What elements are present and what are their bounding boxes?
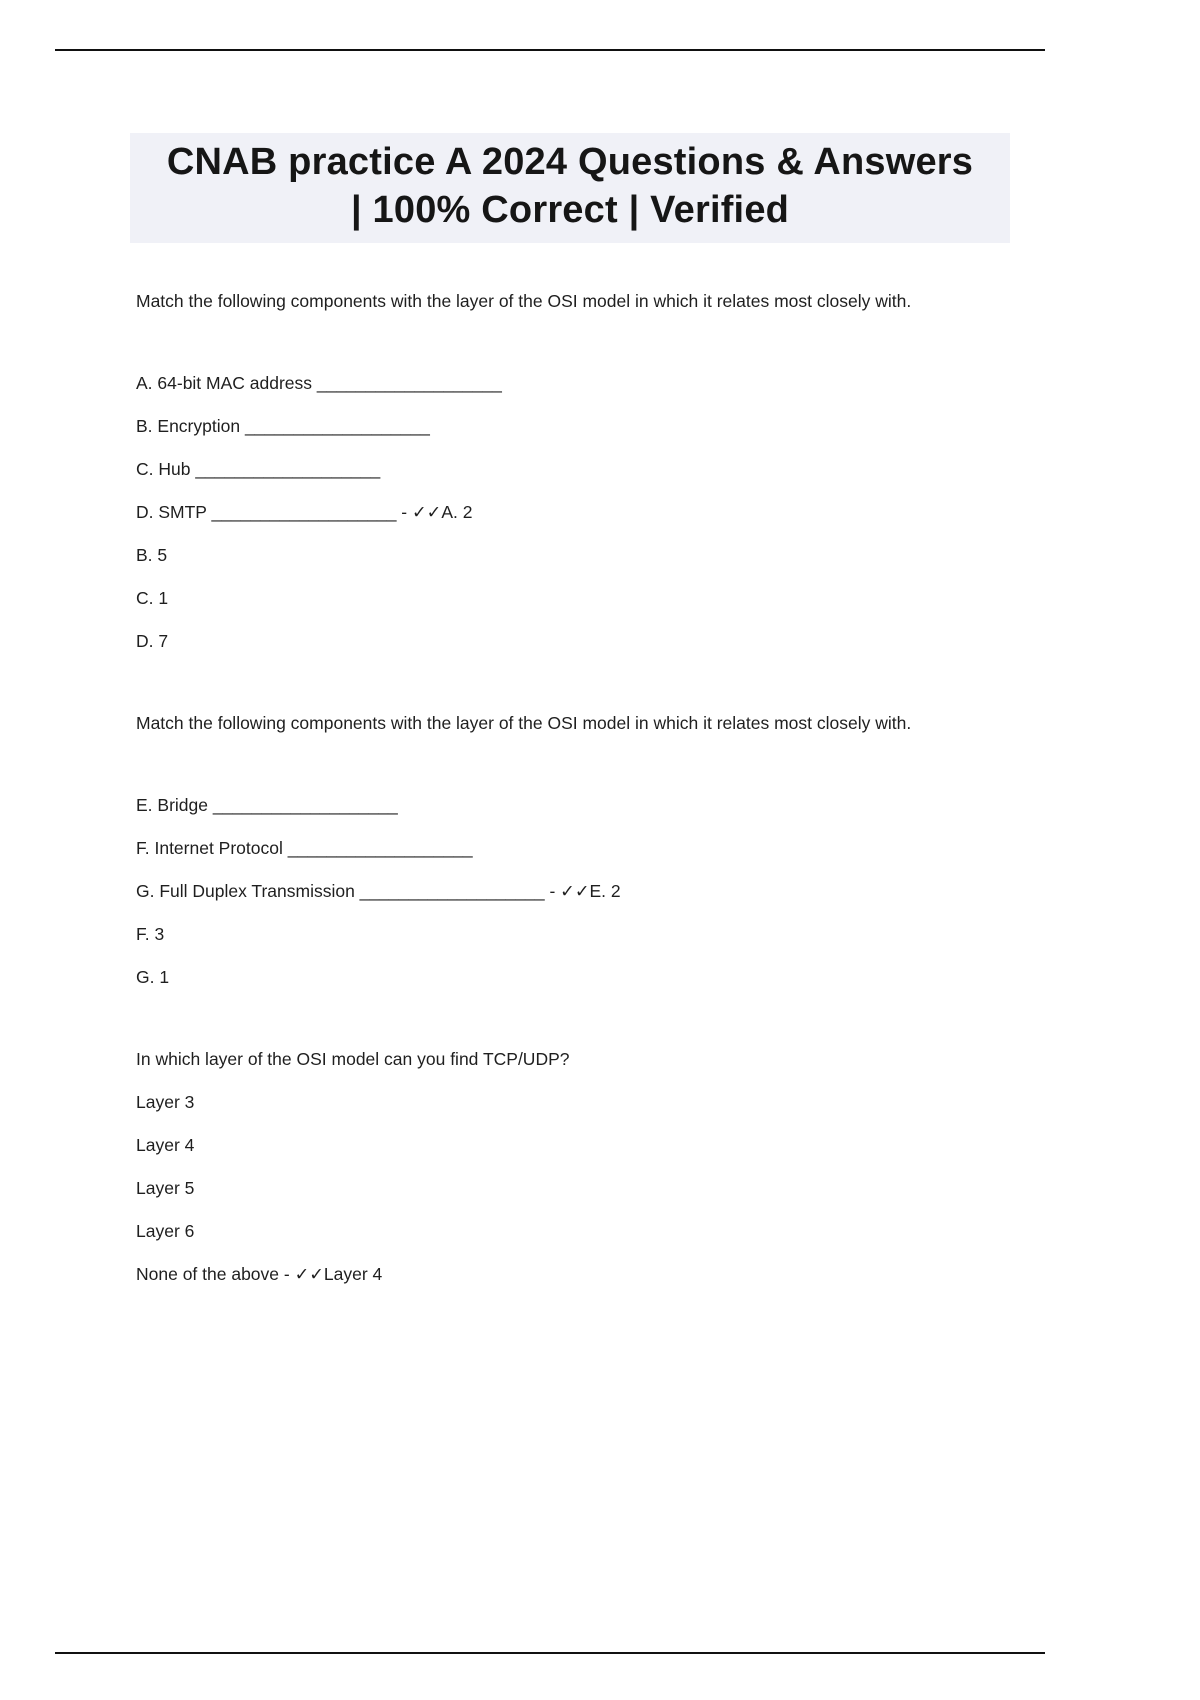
q2-answer-f: F. 3 <box>136 924 165 944</box>
q1-option-d-with-answer: D. SMTP ___________________ - ✓✓A. 2 <box>136 502 473 522</box>
q2-option-g-with-answer: G. Full Duplex Transmission ___________________ - ✓✓E. 2 <box>136 881 621 901</box>
document-title-block <box>130 133 1010 243</box>
document-title-line-1: CNAB practice A 2024 Questions & Answers <box>166 141 974 183</box>
q1-option-a: A. 64-bit MAC address ___________________ <box>136 373 502 393</box>
q1-answer-d: D. 7 <box>136 631 169 651</box>
document-title-line-2: | 100% Correct | Verified <box>350 189 790 231</box>
q3-option-layer6: Layer 6 <box>136 1221 195 1241</box>
q2-option-e: E. Bridge ___________________ <box>136 795 398 815</box>
document-body <box>136 291 1050 1284</box>
q2-option-f: F. Internet Protocol ___________________ <box>136 838 473 858</box>
footer-rule <box>55 1652 1045 1654</box>
q1-intro: Match the following components with the layer of the OSI model in which it relates most closely with. <box>136 291 912 311</box>
header-rule <box>55 49 1045 51</box>
q3-option-layer4: Layer 4 <box>136 1135 195 1155</box>
q2-answer-g: G. 1 <box>136 967 170 987</box>
q3-answer: None of the above - ✓✓Layer 4 <box>136 1264 383 1284</box>
q1-option-c: C. Hub ___________________ <box>136 459 381 479</box>
q3-text: In which layer of the OSI model can you find TCP/UDP? <box>136 1049 570 1069</box>
q3-option-layer5: Layer 5 <box>136 1178 195 1198</box>
q1-answer-c: C. 1 <box>136 588 169 608</box>
q3-option-layer3: Layer 3 <box>136 1092 195 1112</box>
q2-intro: Match the following components with the layer of the OSI model in which it relates most closely with. <box>136 713 912 733</box>
q1-option-b: B. Encryption ___________________ <box>136 416 430 436</box>
q1-answer-b: B. 5 <box>136 545 168 565</box>
